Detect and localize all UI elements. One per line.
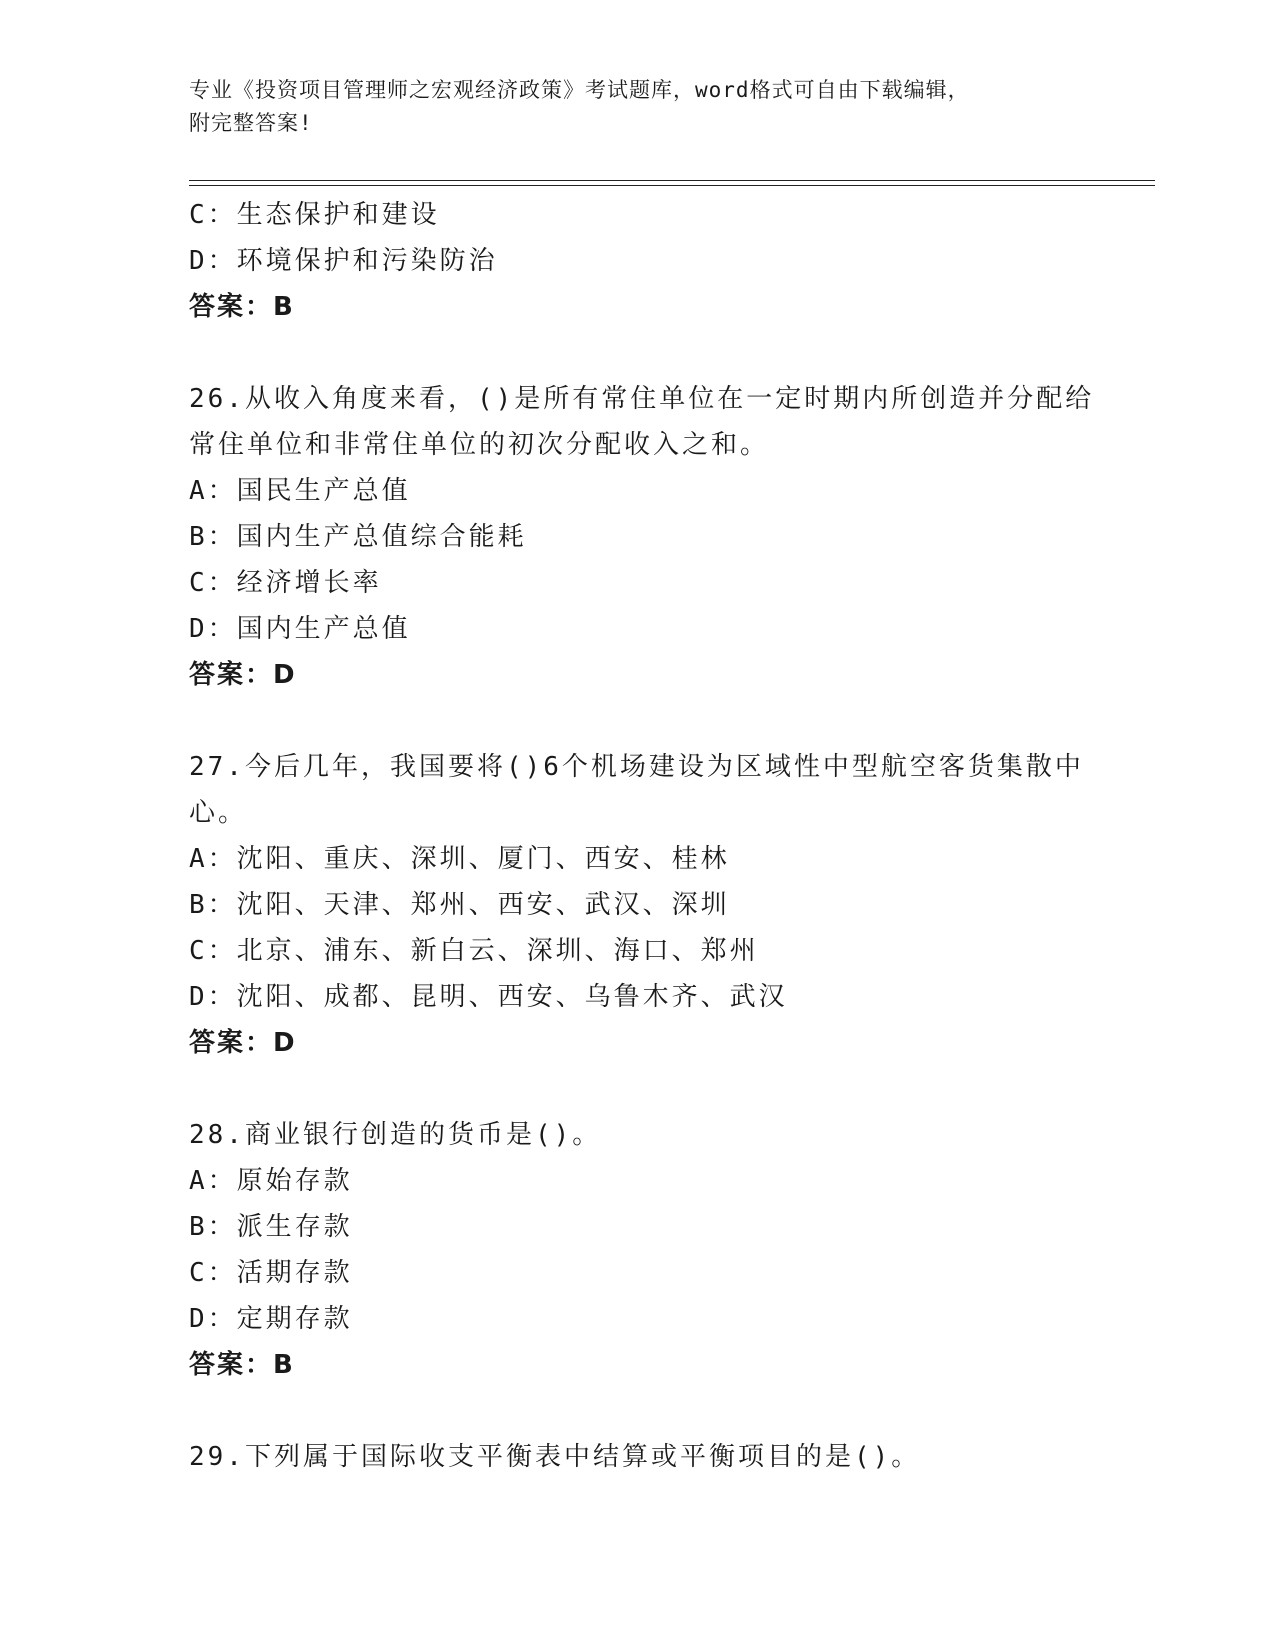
question-stem: 28.商业银行创造的货币是()。 [189,1120,602,1150]
option-c: C：经济增长率 [189,568,382,598]
option-d: D：环境保护和污染防治 [189,246,498,276]
option-a: A：原始存款 [189,1166,353,1196]
option-a: A：国民生产总值 [189,476,411,506]
answer-label: 答案：D [189,1028,297,1058]
option-d: D：定期存款 [189,1304,353,1334]
answer-label: 答案：B [189,1350,295,1380]
question-block-26 [189,376,1095,698]
question-stem-continued: 常住单位和非常住单位的初次分配收入之和。 [189,430,770,460]
header-divider-bottom [189,185,1155,186]
option-d: D：沈阳、成都、昆明、西安、乌鲁木齐、武汉 [189,982,788,1012]
spacer [189,1066,1089,1112]
question-block-27 [189,744,1089,1066]
option-c: C：生态保护和建设 [189,200,440,230]
question-stem: 29.下列属于国际收支平衡表中结算或平衡项目的是()。 [189,1442,921,1472]
question-stem: 26.从收入角度来看，()是所有常住单位在一定时期内所创造并分配给 [189,384,1095,414]
question-stem: 27.今后几年，我国要将()6个机场建设为区域性中型航空客货集散中 [189,752,1084,782]
spacer [189,698,1089,744]
option-b: B：沈阳、天津、郑州、西安、武汉、深圳 [189,890,730,920]
option-c: C：活期存款 [189,1258,353,1288]
option-b: B：派生存款 [189,1212,353,1242]
spacer [189,1388,1089,1434]
header-line-2: 附完整答案! [189,111,313,135]
question-stem-continued: 心。 [189,798,248,828]
answer-label: 答案：D [189,660,297,690]
option-d: D：国内生产总值 [189,614,411,644]
header-line-1: 专业《投资项目管理师之宏观经济政策》考试题库，word格式可自由下载编辑， [189,78,970,102]
header-divider-top [189,180,1155,181]
option-b: B：国内生产总值综合能耗 [189,522,527,552]
question-block-25 [189,192,1089,330]
question-list [189,192,1095,1480]
question-block-28 [189,1112,1089,1388]
answer-label: 答案：B [189,292,295,322]
document-header-note [189,74,1089,140]
spacer [189,330,1089,376]
option-a: A：沈阳、重庆、深圳、厦门、西安、桂林 [189,844,730,874]
question-block-29 [189,1434,1089,1480]
option-c: C：北京、浦东、新白云、深圳、海口、郑州 [189,936,759,966]
